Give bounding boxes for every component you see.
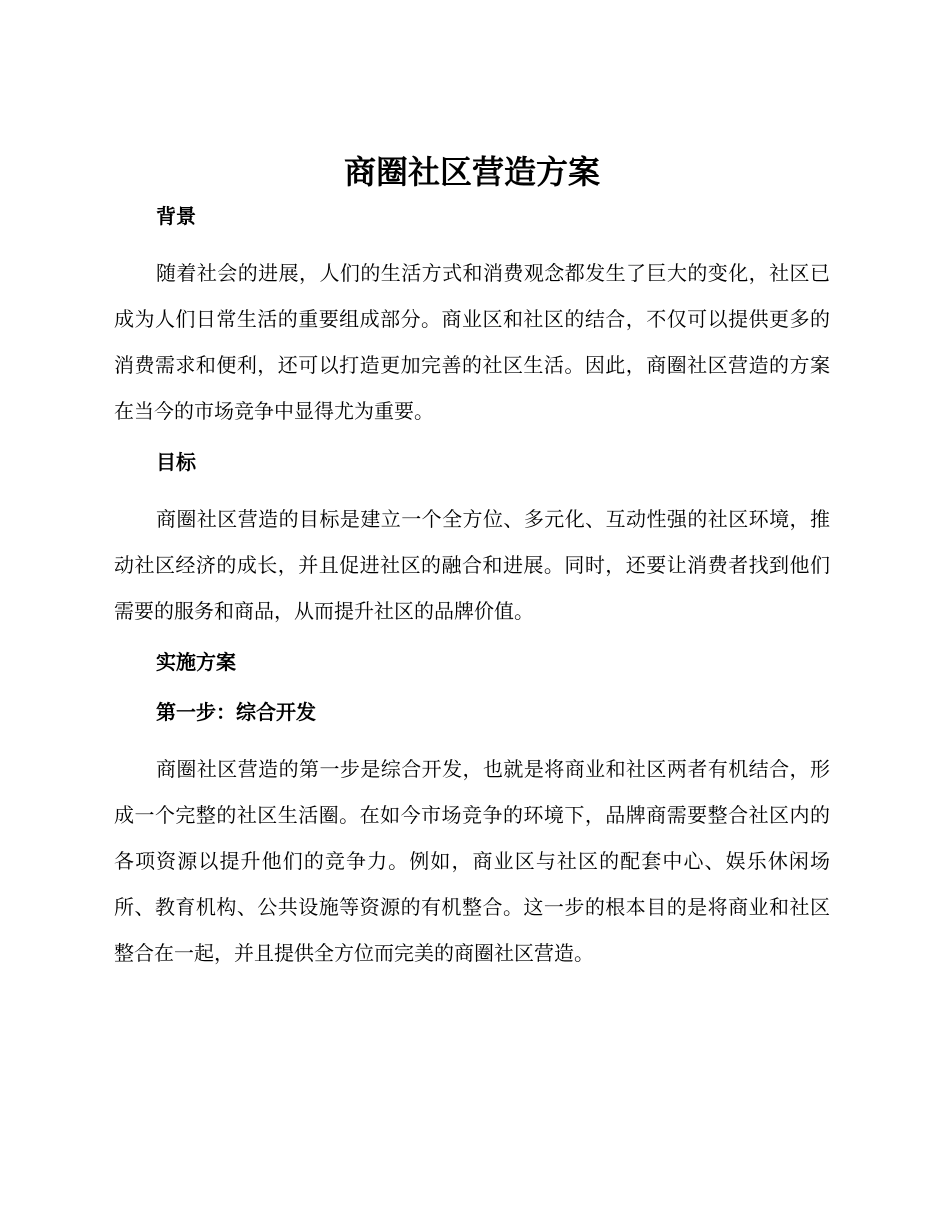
section-paragraph-background: 随着社会的进展，人们的生活方式和消费观念都发生了巨大的变化，社区已成为人们日常生活的重要组成部分。商业区和社区的结合，不仅可以提供更多的消费需求和便利，还可以打造更加完善的社区生活。因此，商圈社区营造的方案在当今的市场竞争中显得尤为重要。 bbox=[114, 261, 830, 423]
document-title: 商圈社区营造方案 bbox=[343, 153, 600, 191]
section-heading-goal: 目标 bbox=[156, 450, 196, 474]
section-heading-background: 背景 bbox=[156, 204, 196, 228]
section-paragraph-goal: 商圈社区营造的目标是建立一个全方位、多元化、互动性强的社区环境，推动社区经济的成长，并且促进社区的融合和进展。同时，还要让消费者找到他们需要的服务和商品，从而提升社区的品牌价值。 bbox=[114, 507, 830, 623]
section-heading-implementation: 实施方案 bbox=[156, 650, 236, 674]
section-heading-step-one: 第一步：综合开发 bbox=[156, 700, 316, 724]
section-paragraph-step-one: 商圈社区营造的第一步是综合开发，也就是将商业和社区两者有机结合，形成一个完整的社区生活圈。在如今市场竞争的环境下，品牌商需要整合社区内的各项资源以提升他们的竞争力。例如，商业区与社区的配套中心、娱乐休闲场所、教育机构、公共设施等资源的有机整合。这一步的根本目的是将商业和社区整合在一起，并且提供全方位而完美的商圈社区营造。 bbox=[114, 757, 830, 965]
document-page bbox=[114, 150, 830, 988]
